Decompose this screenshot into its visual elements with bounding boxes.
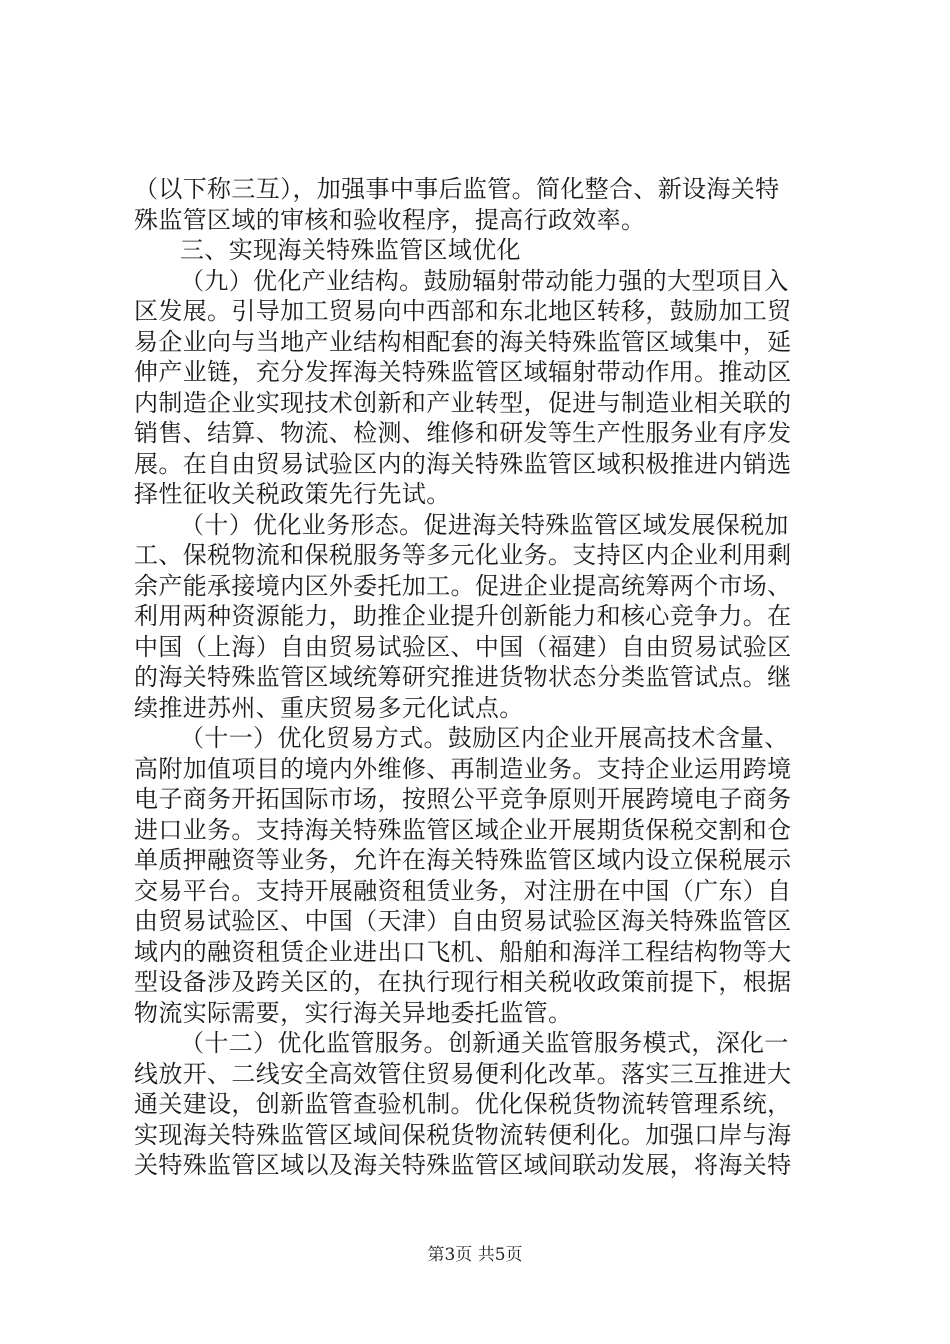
- text-line: 由贸易试验区、中国（天津）自由贸易试验区海关特殊监管区: [134, 907, 792, 935]
- text-line: 线放开、二线安全高效管住贸易便利化改革。落实三互推进大: [134, 1059, 792, 1088]
- text-line: 域内的融资租赁企业进出口飞机、船舶和海洋工程结构物等大: [134, 937, 792, 966]
- text-line: 殊监管区域的审核和验收程序，提高行政效率。: [134, 205, 646, 234]
- text-line: 单质押融资等业务，允许在海关特殊监管区域内设立保税展示: [134, 846, 792, 874]
- text-line: 中国（上海）自由贸易试验区、中国（福建）自由贸易试验区: [134, 632, 792, 661]
- text-line: 关特殊监管区域以及海关特殊监管区域间联动发展，将海关特: [134, 1151, 792, 1179]
- text-line: 余产能承接境内区外委托加工。促进企业提高统筹两个市场、: [134, 571, 792, 600]
- text-line: （十一）优化贸易方式。鼓励区内企业开展高技术含量、: [180, 724, 789, 752]
- text-line: 内制造企业实现技术创新和产业转型，促进与制造业相关联的: [134, 388, 792, 417]
- text-line: 工、保税物流和保税服务等多元化业务。支持区内企业利用剩: [134, 541, 792, 569]
- text-line: 销售、结算、物流、检测、维修和研发等生产性服务业有序发: [134, 419, 792, 447]
- text-line: 续推进苏州、重庆贸易多元化试点。: [134, 693, 524, 722]
- text-line: 伸产业链，充分发挥海关特殊监管区域辐射带动作用。推动区: [134, 358, 792, 386]
- text-line: （十）优化业务形态。促进海关特殊监管区域发展保税加: [180, 510, 789, 539]
- text-line: 进口业务。支持海关特殊监管区域企业开展期货保税交割和仓: [134, 815, 792, 844]
- text-line: （十二）优化监管服务。创新通关监管服务模式，深化一: [180, 1029, 789, 1057]
- text-line: 区发展。引导加工贸易向中西部和东北地区转移，鼓励加工贸: [134, 297, 792, 325]
- text-line: 交易平台。支持开展融资租赁业务，对注册在中国（广东）自: [134, 876, 792, 905]
- text-line: 择性征收关税政策先行先试。: [134, 480, 451, 508]
- text-line: 展。在自由贸易试验区内的海关特殊监管区域积极推进内销选: [134, 449, 792, 478]
- page-number-footer: 第3页 共5页: [427, 1245, 523, 1265]
- text-line: 通关建设，创新监管查验机制。优化保税货物流转管理系统，: [134, 1090, 792, 1118]
- text-line: 电子商务开拓国际市场，按照公平竞争原则开展跨境电子商务: [134, 785, 792, 813]
- text-line: 易企业向与当地产业结构相配套的海关特殊监管区域集中，延: [134, 327, 792, 356]
- text-line: 物流实际需要，实行海关异地委托监管。: [134, 998, 573, 1027]
- text-line: 型设备涉及跨关区的，在执行现行相关税收政策前提下，根据: [134, 968, 792, 996]
- text-line: （以下称三互），加强事中事后监管。简化整合、新设海关特: [134, 175, 780, 203]
- section-heading: 三、实现海关特殊监管区域优化: [180, 236, 521, 264]
- text-line: （九）优化产业结构。鼓励辐射带动能力强的大型项目入: [180, 266, 789, 295]
- text-line: 的海关特殊监管区域统筹研究推进货物状态分类监管试点。继: [134, 663, 792, 691]
- text-line: 利用两种资源能力，助推企业提升创新能力和核心竞争力。在: [134, 602, 792, 630]
- text-line: 高附加值项目的境内外维修、再制造业务。支持企业运用跨境: [134, 754, 792, 783]
- text-line: 实现海关特殊监管区域间保税货物流转便利化。加强口岸与海: [134, 1120, 792, 1149]
